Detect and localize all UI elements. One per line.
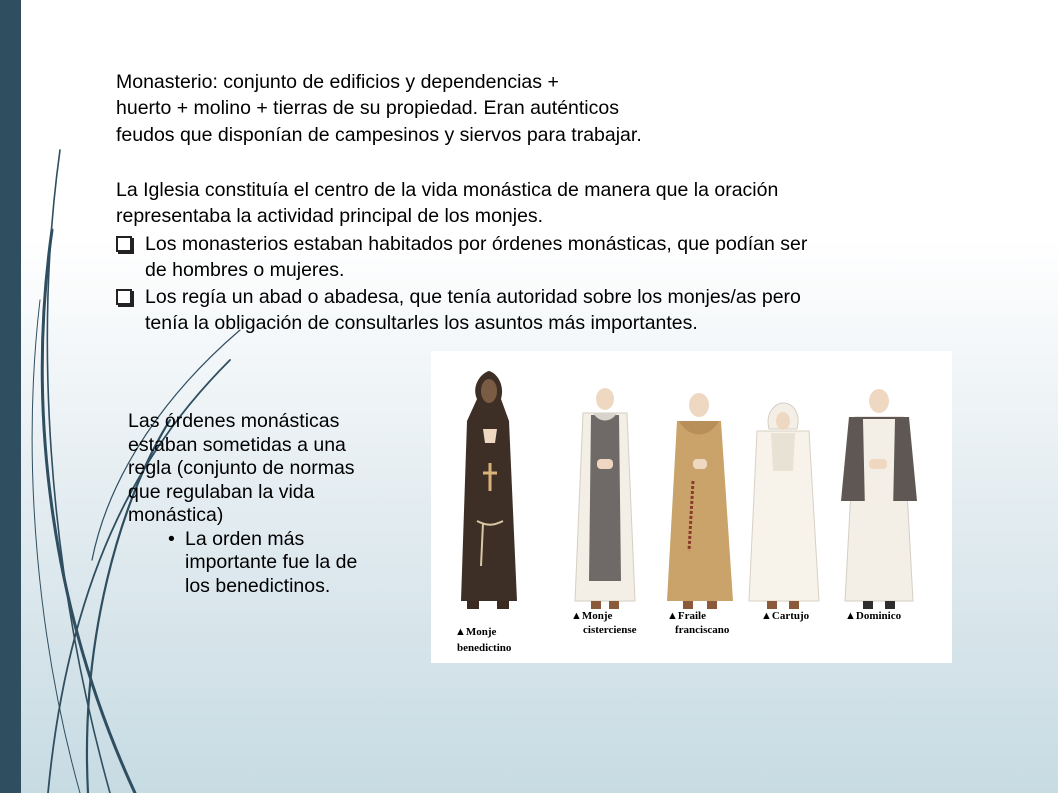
caption-dominico: ▲Dominico [845,610,902,622]
franciscan-friar-figure [667,393,733,609]
benedictine-monk-figure [461,371,517,609]
cistercian-monk-figure [575,388,635,609]
intro-paragraph [116,69,976,148]
text-line: La Iglesia constituía el centro de la vida monástica de manera que la oración [116,179,779,201]
text-line: huerto + molino + tierras de su propiedad. Eran auténticos [116,97,619,120]
text-line: Las órdenes monásticas [128,410,340,432]
text-line: Monasterio: conjunto de edificios y dependencias + [116,71,559,93]
text-line: regla (conjunto de normas [128,457,355,479]
carthusian-monk-figure [749,403,819,609]
caption-benedictino-2: benedictino [457,642,512,654]
checkbox-bullet-icon [116,236,132,252]
text-line: Los regía un abad o abadesa, que tenía autoridad sobre los monjes/as pero [145,285,801,308]
text-line: importante fue la de [185,551,358,573]
caption-cisterciense-2: cisterciense [583,624,637,636]
text-line: estaban sometidas a una [128,433,346,456]
caption-franciscano: ▲Fraile [667,610,706,622]
dominican-friar-figure [841,389,917,609]
text-line: representaba la actividad principal de los monjes. [116,205,544,228]
text-line: monástica) [128,504,224,526]
orders-text-block [128,410,418,598]
church-paragraph [116,177,976,230]
list-item [116,284,976,337]
text-line: los benedictinos. [185,574,331,597]
monastic-orders-illustration [431,351,952,663]
curve-line-5 [32,300,80,793]
checkbox-bullet-icon [116,289,132,305]
caption-cisterciense: ▲Monje [571,610,613,622]
bullet-dot-icon: • [168,527,175,550]
caption-benedictino: ▲Monje [455,626,497,638]
list-item [116,231,976,284]
list-item [128,528,418,599]
text-line: La orden más [185,527,305,550]
text-line: tenía la obligación de consultarles los asuntos más importantes. [145,311,698,334]
text-line: que regulaban la vida [128,480,315,503]
text-line: feudos que disponían de campesinos y siervos para trabajar. [116,123,642,146]
monks-figure [431,351,952,663]
text-line: de hombres o mujeres. [145,259,345,282]
bullet-list [116,231,976,336]
caption-franciscano-2: franciscano [675,624,730,636]
caption-cartujo: ▲Cartujo [761,610,810,622]
text-line: Los monasterios estaban habitados por órdenes monásticas, que podían ser [145,233,808,255]
